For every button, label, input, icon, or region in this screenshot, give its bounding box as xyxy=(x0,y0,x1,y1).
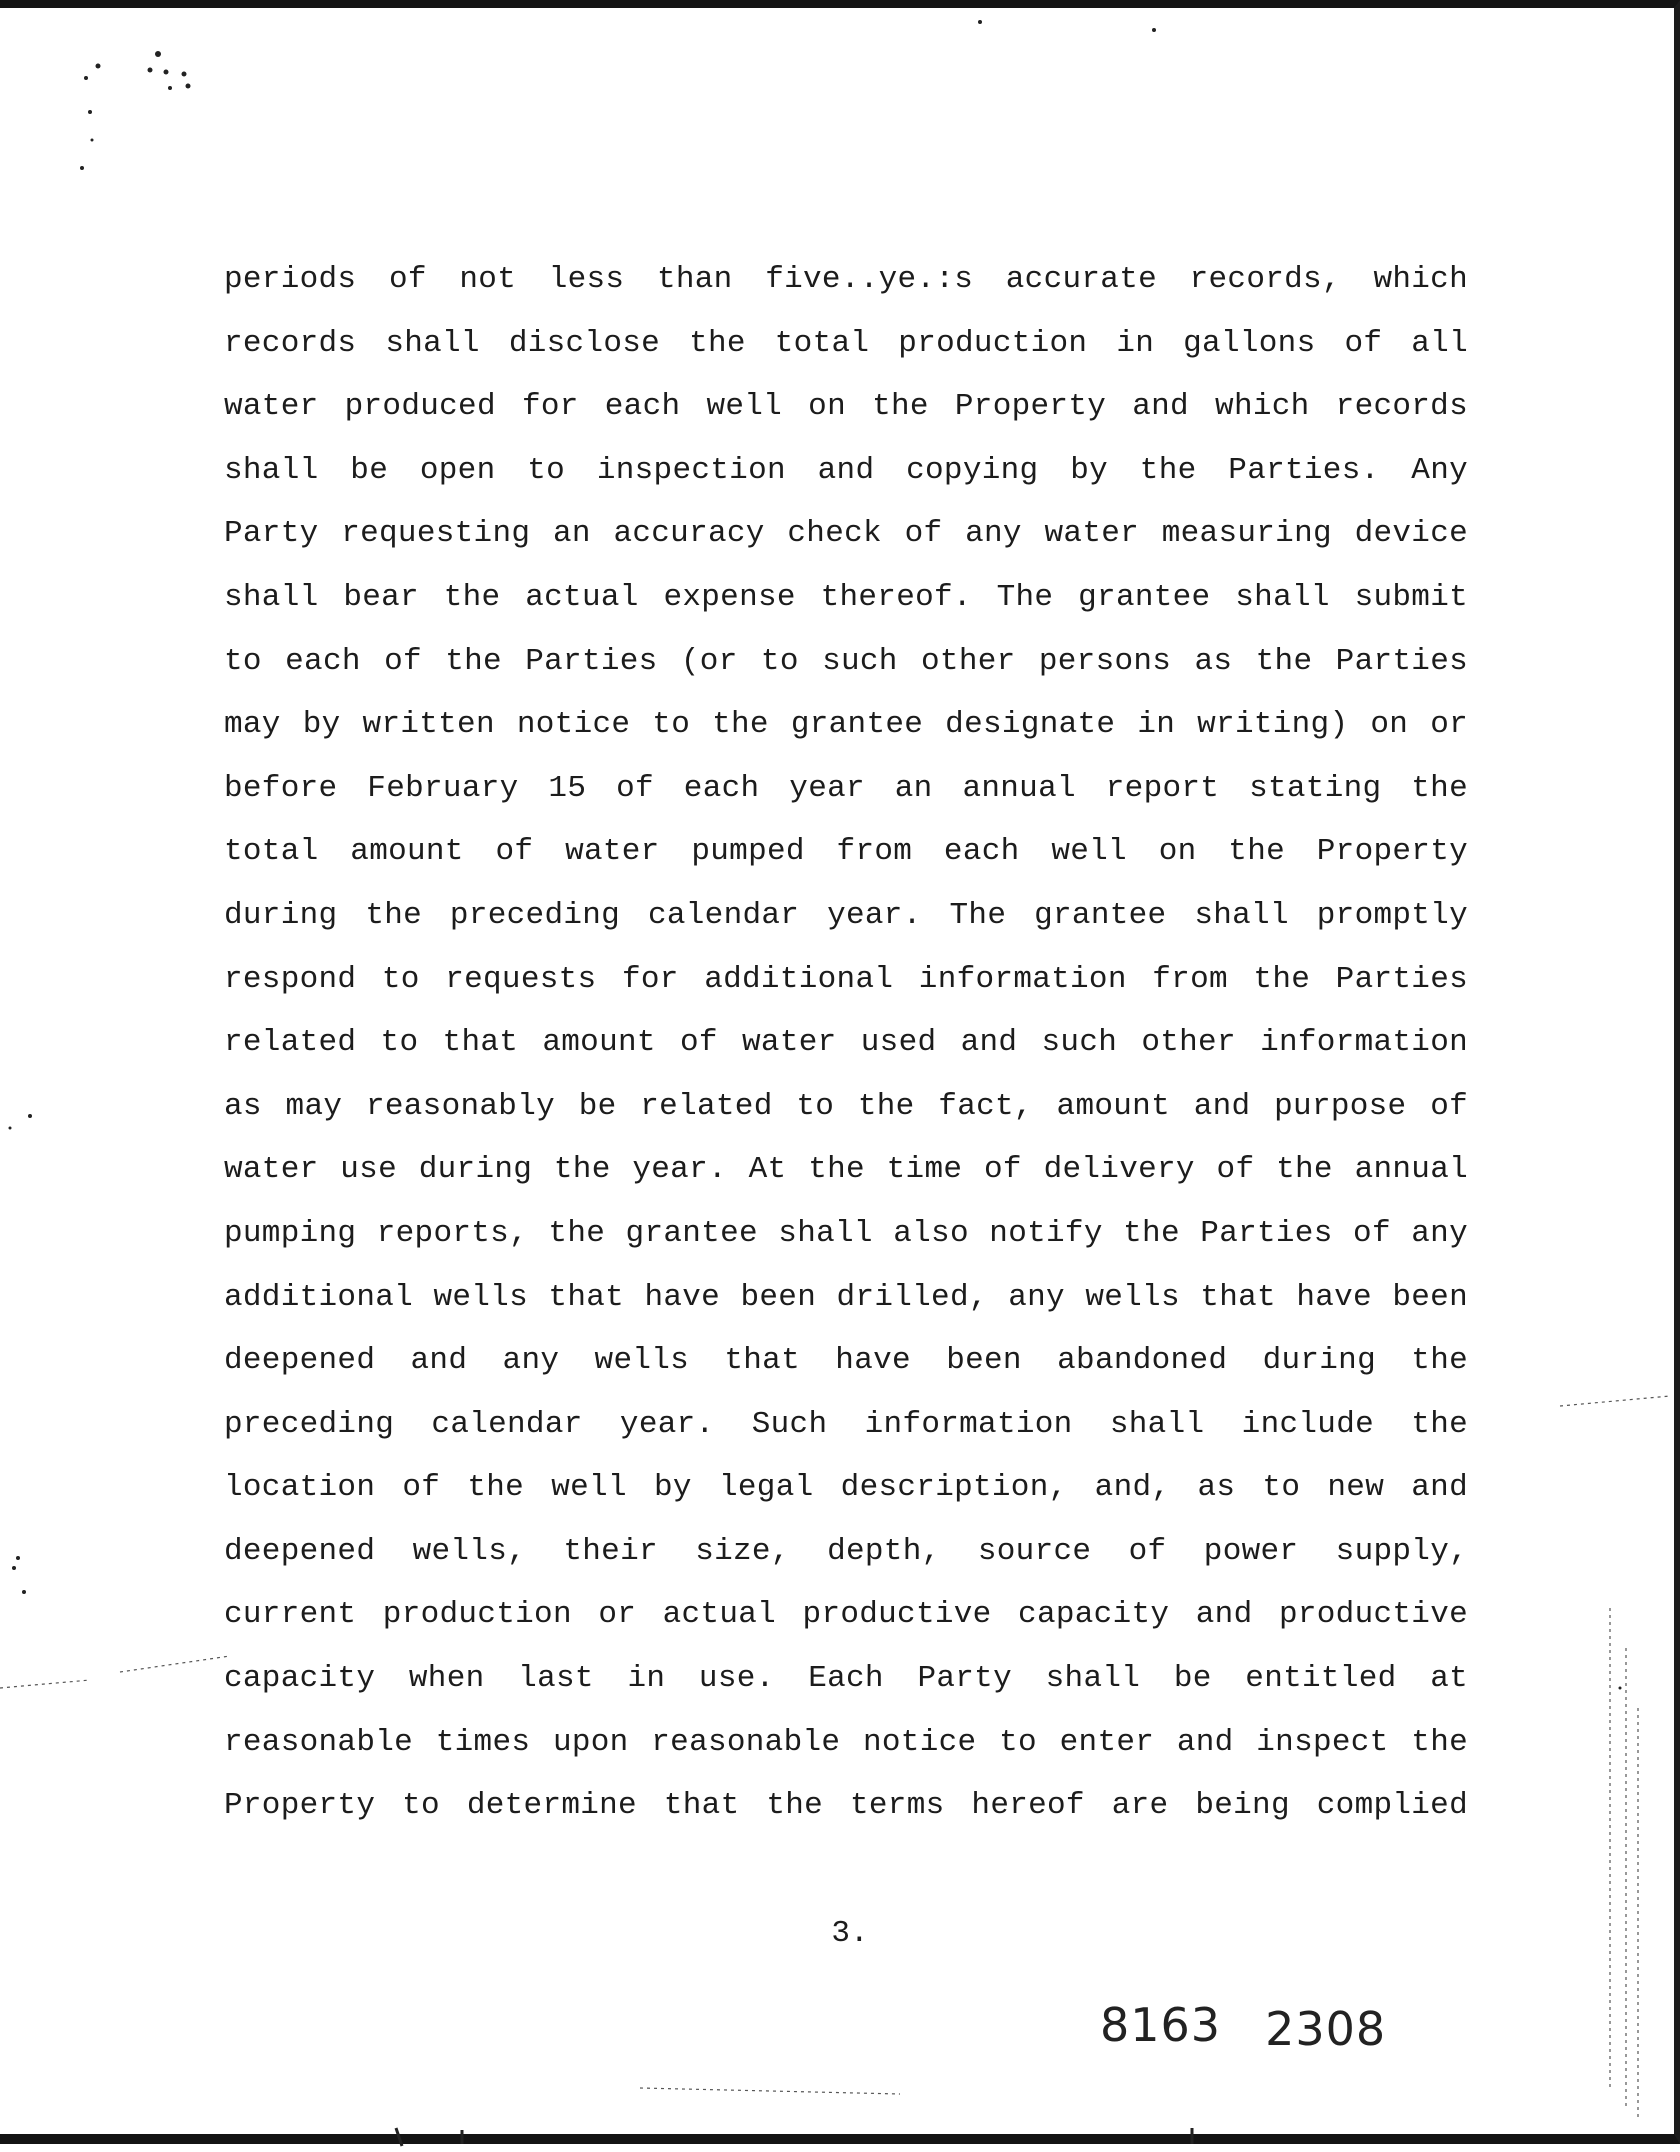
text-line: during the preceding calendar year. The grantee shall promptly xyxy=(224,897,1468,933)
text-line: related to that amount of water used and such other information xyxy=(224,1025,1468,1061)
text-line: total amount of water pumped from each well on the Property xyxy=(224,834,1468,870)
text-line: before February 15 of each year an annual report stating the xyxy=(224,770,1468,806)
text-line: deepened and any wells that have been abandoned during the xyxy=(224,1343,1468,1379)
text-line: pumping reports, the grantee shall also notify the Parties of any xyxy=(224,1215,1468,1251)
page-number: 3. xyxy=(831,1916,869,1951)
text-line: water use during the year. At the time of delivery of the annual xyxy=(224,1152,1468,1188)
text-line: Party requesting an accuracy check of any water measuring device xyxy=(224,516,1468,552)
text-line: to each of the Parties (or to such other persons as the Parties xyxy=(224,643,1468,679)
text-line: records shall disclose the total production in gallons of all xyxy=(224,325,1468,361)
stamp-second: 2308 xyxy=(1265,2002,1387,2056)
text-line: shall bear the actual expense thereof. The grantee shall submit xyxy=(224,579,1468,615)
text-line: reasonable times upon reasonable notice to enter and inspect the xyxy=(224,1724,1468,1760)
text-line: respond to requests for additional information from the Parties xyxy=(224,961,1468,997)
text-line: shall be open to inspection and copying by the Parties. Any xyxy=(224,452,1468,488)
text-line: capacity when last in use. Each Party shall be entitled at xyxy=(224,1661,1468,1697)
document-stamp-number xyxy=(1100,1998,1387,2056)
text-line: location of the well by legal description, and, as to new and xyxy=(224,1470,1468,1506)
text-line: may by written notice to the grantee designate in writing) on or xyxy=(224,707,1468,743)
text-line: periods of not less than five..ye.:s accurate records, which xyxy=(224,262,1468,297)
text-line: Property to determine that the terms hereof are being complied xyxy=(224,1788,1468,1824)
text-line: preceding calendar year. Such information shall include the xyxy=(224,1406,1468,1442)
text-line: current production or actual productive capacity and productive xyxy=(224,1597,1468,1633)
text-line: deepened wells, their size, depth, source of power supply, xyxy=(224,1533,1468,1569)
text-line: additional wells that have been drilled, any wells that have been xyxy=(224,1279,1468,1315)
text-line: water produced for each well on the Property and which records xyxy=(224,389,1468,425)
text-line: as may reasonably be related to the fact, amount and purpose of xyxy=(224,1088,1468,1124)
body-text xyxy=(224,254,1468,1844)
stamp-first: 8163 xyxy=(1100,1998,1222,2052)
